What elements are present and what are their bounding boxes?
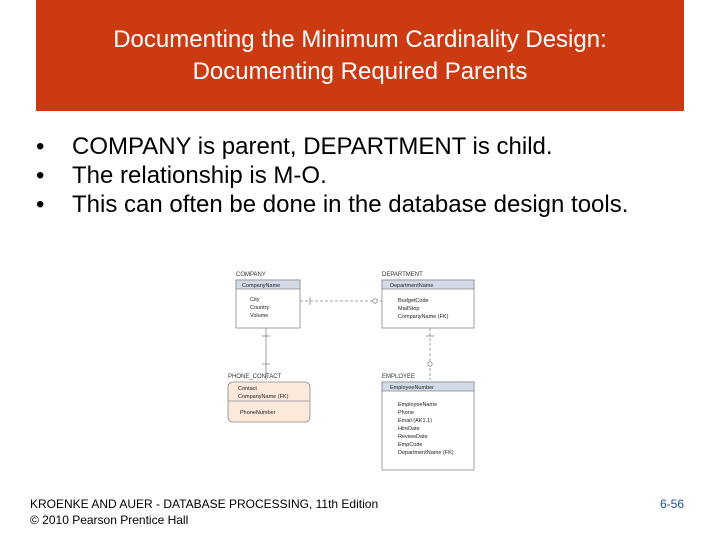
employee-attr: Phone <box>398 410 414 416</box>
slide-title-line-1: Documenting the Minimum Cardinality Design: <box>113 25 607 53</box>
employee-attr: HireDate <box>398 426 420 432</box>
company-key-attr: CompanyName <box>242 283 281 289</box>
slide-title-line-2: Documenting Required Parents <box>192 57 528 85</box>
footer-source-line-2: © 2010 Pearson Prentice Hall <box>30 513 189 527</box>
footer-source <box>30 496 378 528</box>
company-department-optional-mark <box>373 299 377 303</box>
er-diagram <box>222 266 484 476</box>
company-entity <box>236 272 300 328</box>
employee-attr: EmployeeName <box>398 402 438 408</box>
phone-contact-key-attr: Contact <box>238 386 257 392</box>
slide-number: 6-56 <box>659 497 684 511</box>
department-entity-name: DEPARTMENT <box>382 272 423 278</box>
phone-contact-attr: PhoneNumber <box>240 410 276 416</box>
employee-attr: Email (AK1.1) <box>398 418 432 424</box>
department-key-attr: DepartmentName <box>390 283 434 289</box>
employee-entity-name: EMPLOYEE <box>382 374 416 380</box>
company-entity-name: COMPANY <box>236 272 266 278</box>
phone-contact-entity-name: PHONE_CONTACT <box>228 374 282 380</box>
employee-entity <box>382 374 474 470</box>
company-attr: Country <box>250 305 270 311</box>
company-attr: Volume <box>250 313 269 319</box>
employee-key-attr: EmployeeNumber <box>390 385 435 391</box>
bullet-item: • This can often be done in the database design tools. <box>30 190 670 219</box>
bullet-list <box>30 132 670 219</box>
bullet-item: • The relationship is M-O. <box>30 161 670 190</box>
phone-contact-key-attr: CompanyName (FK) <box>238 394 289 400</box>
department-attr: BudgetCode <box>398 298 429 304</box>
footer-source-line-1: KROENKE AND AUER - DATABASE PROCESSING, 11th Edition <box>30 497 379 511</box>
phone-contact-entity <box>228 374 310 422</box>
department-entity <box>382 272 474 328</box>
department-employee-optional-mark <box>428 362 432 366</box>
department-attr: MailStop <box>398 306 420 312</box>
title-bar <box>36 0 684 111</box>
bullet-item: • COMPANY is parent, DEPARTMENT is child. <box>30 132 670 161</box>
employee-attr: ReviewDate <box>398 434 428 440</box>
company-attr: City <box>250 297 260 303</box>
employee-attr: EmpCode <box>398 442 423 448</box>
employee-attr: DepartmentName (FK) <box>398 450 454 456</box>
department-attr: CompanyName (FK) <box>398 314 449 320</box>
